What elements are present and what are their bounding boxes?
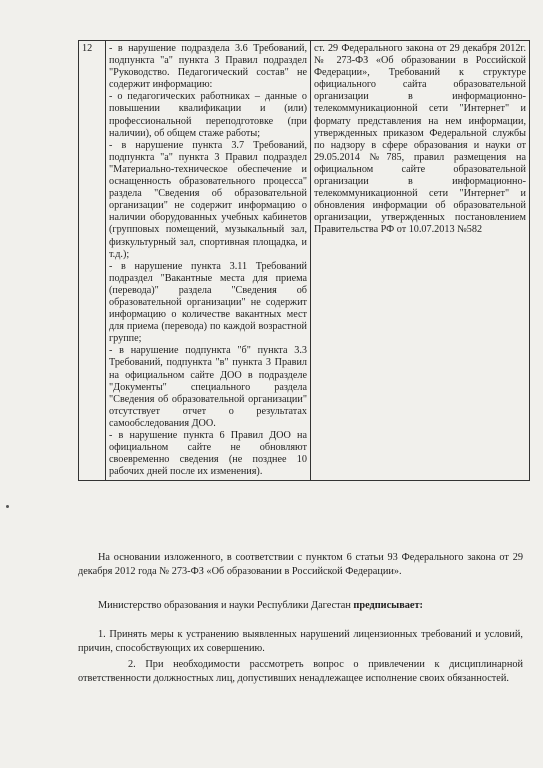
row-number-cell: 12 xyxy=(79,41,106,481)
legal-basis-cell: ст. 29 Федерального закона от 29 декабря 2012г. № 273-ФЗ «Об образовании в Российской Федерации», Требований к структуре официального сайта образовательной организации в информационно-телекоммуникационной сети "Интернет" и формату представления на нем информации, утвержденных приказом Федеральной службы по надзору в сфере образования и науки от 29.05.2014 №785, правил размещения на официальном сайте образовательной организации в информационно-телекоммуникационной сети "Интернет" и обновления информации об образовательной организации, утвержденных постановлением Правительства РФ от 10.07.2013 №582 xyxy=(311,41,530,481)
violation-description-cell xyxy=(106,41,311,481)
violation-item: - о педагогических работниках – данные о повышении квалификации и (или) профессиональной переподготовке (при наличии), об общем стаже работы; xyxy=(109,91,307,139)
ministry-paragraph xyxy=(78,599,523,613)
violation-item: - в нарушение подпункта "б" пункта 3.3 Требований, подпункта "в" пункта 3 Правил на официальном сайте ДОО в подразделе "Документы" специального раздела "Сведения об образовательной организации" отсутствует отчет о результатах самообследования ДОО. xyxy=(109,345,307,429)
prescription-item-2: 2. При необходимости рассмотреть вопрос о привлечении к дисциплинарной ответственности должностных лиц, допустивших ненадлежащее исполнение своих обязанностей. xyxy=(78,659,523,684)
scan-speck xyxy=(6,505,9,508)
violation-item: - в нарушение пункта 3.11 Требований подраздел "Вакантные места для приема (перевода)" раздела "Сведения об образовательной организации" не содержит информацию о количестве вакантных мест для приема (перевода) по каждой возрастной группе; xyxy=(109,260,307,345)
basis-paragraph: На основании изложенного, в соответствии с пунктом 6 статьи 93 Федерального закона от 29 декабря 2012 года № 273-ФЗ «Об образовании в Российской Федерации». xyxy=(78,552,523,577)
violation-item: - в нарушение пункта 6 Правил ДОО на официальном сайте не обновляют своевременно сведения (не позднее 10 рабочих дней после их изменения). xyxy=(109,430,307,478)
prescribes-word: предписывает: xyxy=(353,600,423,611)
violation-item: - в нарушение пункта 3.7 Требований, подпункта "а" пункта 3 Правил подраздел "Материально-техническое обеспечение и оснащенность образовательного процесса" раздела "Сведения об образовательной организации" не содержит информацию о наличии оборудованных учебных кабинетов (групповых помещений, музыкальный зал, физкультурный зал, спортивная площадка, и т.д.); xyxy=(109,139,307,260)
violations-table xyxy=(78,40,530,481)
table-row xyxy=(79,41,530,481)
violation-item: - в нарушение подраздела 3.6 Требований, подпункта "а" пункта 3 Правил подраздел "Руководство. Педагогический состав" не содержит информацию: xyxy=(109,43,307,91)
ministry-text: Министерство образования и науки Республики Дагестан xyxy=(98,600,351,611)
prescription-item-1: 1. Принять меры к устранению выявленных нарушений лицензионных требований и условий, причин, способствующих их совершению. xyxy=(78,629,523,654)
